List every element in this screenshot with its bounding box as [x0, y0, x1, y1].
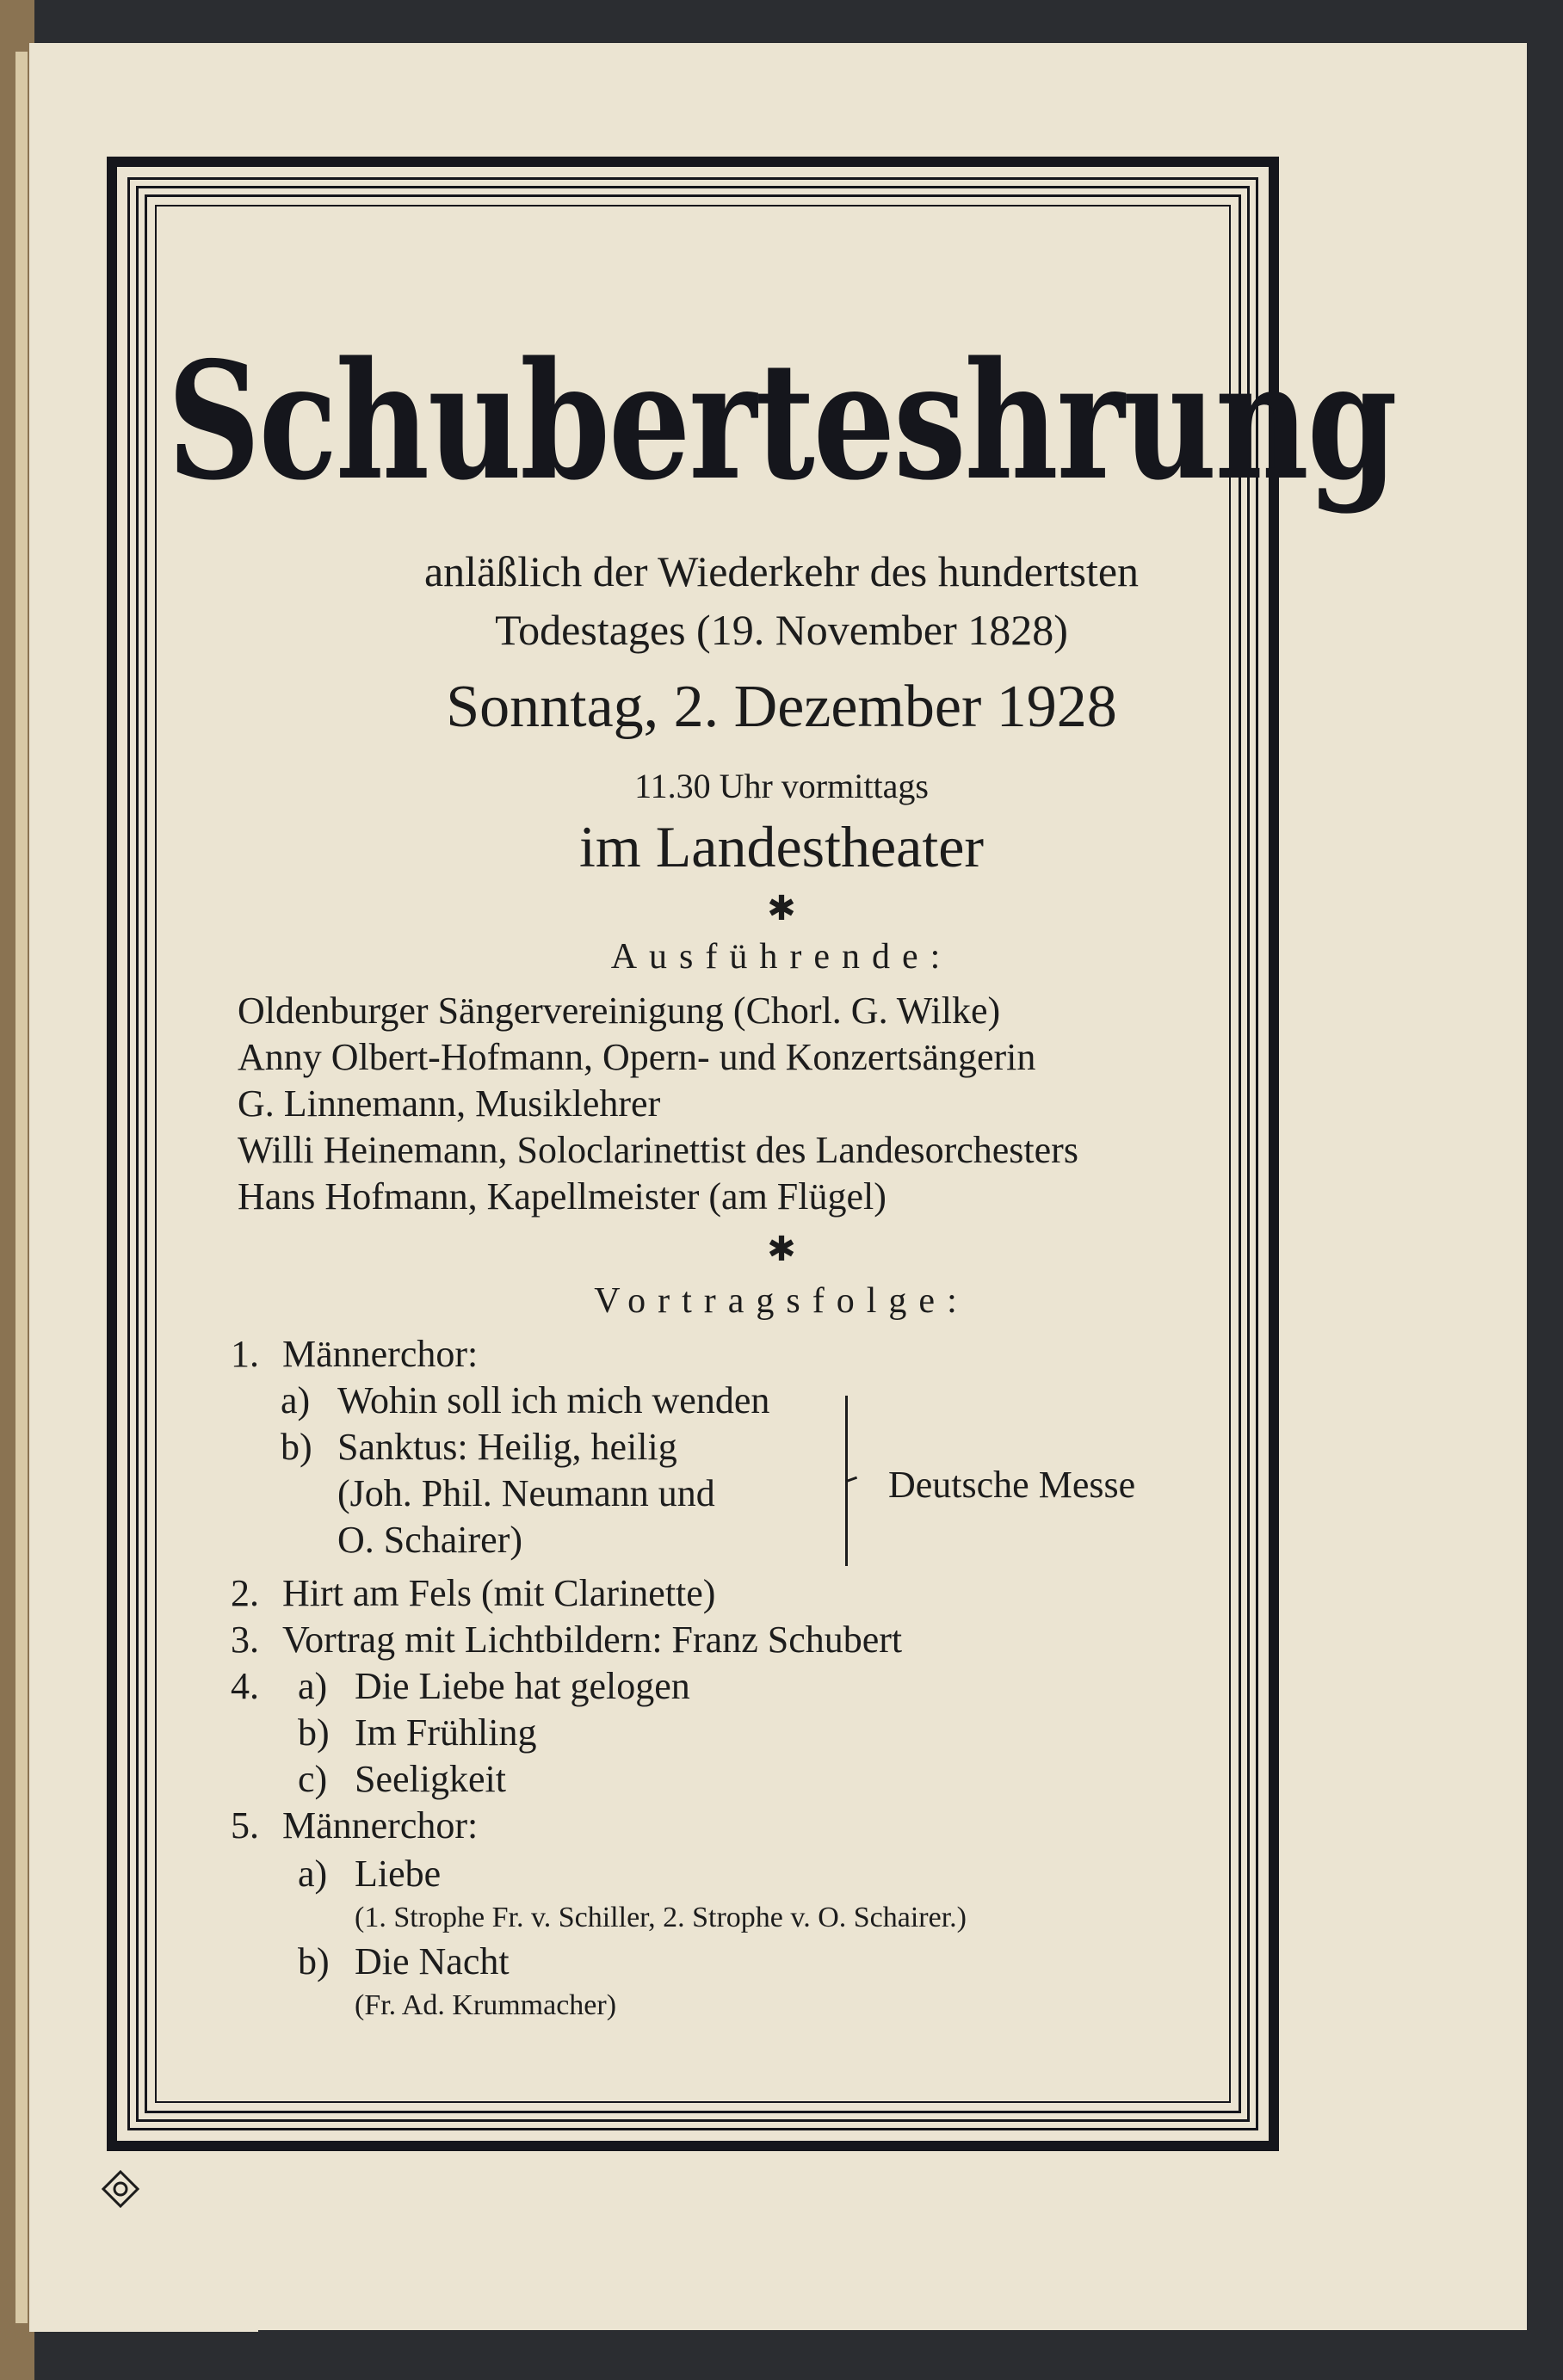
performer: Oldenburger Sängervereinigung (Chorl. G. Wilke) [238, 990, 1001, 1032]
occasion-line: anläßlich der Wiederkehr des hundertsten [423, 547, 1140, 595]
item-letter: c) [298, 1758, 328, 1800]
item-number: 3. [231, 1619, 259, 1661]
item-number: 4. [231, 1665, 259, 1707]
item-letter: a) [298, 1665, 328, 1707]
programme-subitem: Die Liebe hat gelogen [355, 1665, 690, 1707]
separator-icon: ✱ [767, 889, 796, 928]
item-number: 1. [231, 1333, 259, 1375]
programme-note: O. Schairer) [337, 1519, 523, 1561]
event-venue: im Landestheater [578, 814, 985, 879]
item-letter: a) [298, 1853, 328, 1895]
programme-subitem: Seeligkeit [355, 1758, 506, 1800]
item-number: 5. [231, 1804, 259, 1847]
performer: G. Linnemann, Musiklehrer [238, 1082, 661, 1125]
occasion [0, 542, 1563, 659]
printer-mark-icon [102, 2170, 139, 2208]
programme-item: Hirt am Fels (mit Clarinette) [282, 1572, 716, 1614]
occasion-line: Todestages (19. November 1828) [495, 606, 1068, 654]
programme-heading: Vortragsfolge: [594, 1281, 969, 1321]
item-letter: a) [281, 1379, 311, 1421]
programme-note: (Joh. Phil. Neumann und [337, 1472, 715, 1514]
performer: Hans Hofmann, Kapellmeister (am Flügel) [238, 1175, 887, 1218]
event-time: 11.30 Uhr vormittags [634, 767, 929, 805]
programme-subitem: Im Frühling [355, 1711, 537, 1754]
performer: Anny Olbert-Hofmann, Opern- und Konzertsängerin [238, 1036, 1036, 1078]
programme-item: Männerchor: [282, 1804, 479, 1847]
item-number: 2. [231, 1572, 259, 1614]
programme-note: (Fr. Ad. Krummacher) [355, 1989, 617, 2021]
page-title: Schuberteshrung [167, 327, 1396, 516]
item-letter: b) [298, 1711, 330, 1754]
programme-subitem: Die Nacht [355, 1940, 510, 1982]
performer: Willi Heinemann, Soloclarinettist des Landesorchesters [238, 1129, 1078, 1171]
event-date: Sonntag, 2. Dezember 1928 [446, 674, 1117, 740]
programme-subitem: Liebe [355, 1853, 442, 1895]
item-letter: b) [281, 1426, 312, 1468]
performers-list [238, 988, 1078, 1220]
programme-subitem: Wohin soll ich mich wenden [337, 1379, 770, 1421]
programme-subitem: Sanktus: Heilig, heilig [337, 1426, 677, 1468]
programme-item: Männerchor: [282, 1333, 479, 1375]
separator-icon: ✱ [767, 1230, 796, 1268]
item-letter: b) [298, 1940, 330, 1982]
programme-item: Vortrag mit Lichtbildern: Franz Schubert [282, 1619, 903, 1661]
performers-heading: Ausführende: [610, 937, 953, 977]
mass-label: Deutsche Messe [888, 1464, 1136, 1506]
programme-note: (1. Strophe Fr. v. Schiller, 2. Strophe v. O. Schairer.) [355, 1902, 967, 1933]
